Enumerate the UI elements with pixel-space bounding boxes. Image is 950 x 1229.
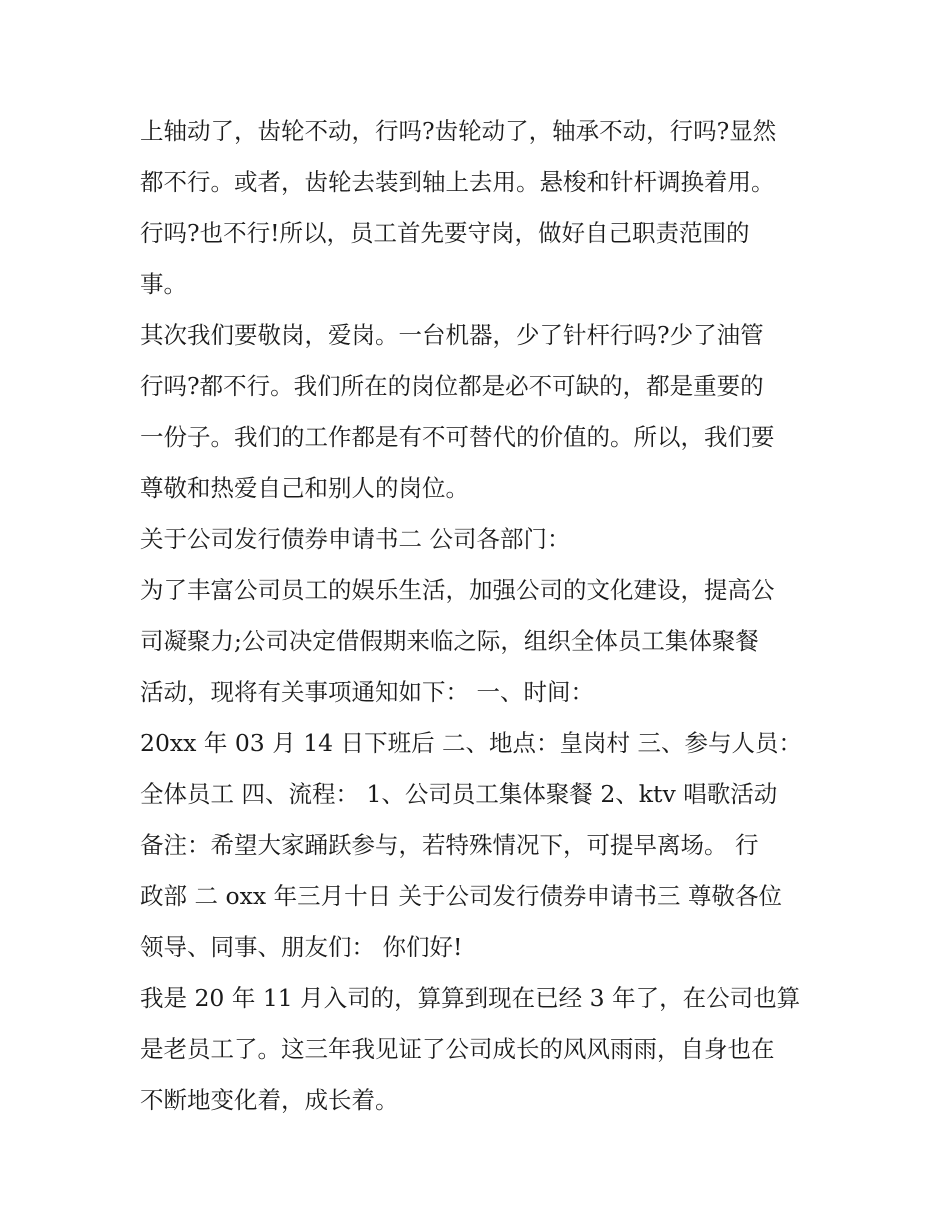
text-line: 不断地变化着，成长着。 xyxy=(140,1086,399,1114)
text-line: 一份子。我们的工作都是有不可替代的价值的。所以，我们要 xyxy=(140,423,775,451)
body-text xyxy=(140,106,830,1126)
section-heading-line: 关于公司发行债券申请书二 公司各部门： xyxy=(140,525,571,553)
text-line: 活动，现将有关事项通知如下： 一、时间： xyxy=(140,678,594,706)
text-line: 尊敬和热爱自己和别人的岗位。 xyxy=(140,474,469,502)
text-line: 政部 二 oxx 年三月十日 关于公司发行债券申请书三 尊敬各位 xyxy=(140,882,783,910)
text-line: 都不行。或者，齿轮去装到轴上去用。悬梭和针杆调换着用。 xyxy=(140,168,775,196)
text-line: 全体员工 四、流程： 1、公司员工集体聚餐 2、ktv 唱歌活动 xyxy=(140,780,778,808)
text-line: 是老员工了。这三年我见证了公司成长的风风雨雨，自身也在 xyxy=(140,1035,775,1063)
text-line: 备注：希望大家踊跃参与，若特殊情况下，可提早离场。 行 xyxy=(140,831,759,859)
text-line: 20xx 年 03 月 14 日下班后 二、地点：皇岗村 三、参与人员： xyxy=(140,729,803,757)
text-line: 事。 xyxy=(140,270,187,298)
text-line: 其次我们要敬岗，爱岗。一台机器，少了针杆行吗?少了油管 xyxy=(140,321,764,349)
text-line: 为了丰富公司员工的娱乐生活，加强公司的文化建设，提高公 xyxy=(140,576,775,604)
text-line: 上轴动了，齿轮不动，行吗?齿轮动了，轴承不动，行吗?显然 xyxy=(140,117,777,145)
text-line: 行吗?也不行!所以，员工首先要守岗，做好自己职责范围的 xyxy=(140,219,750,247)
text-line: 行吗?都不行。我们所在的岗位都是必不可缺的，都是重要的 xyxy=(140,372,764,400)
text-line: 司凝聚力;公司决定借假期来临之际，组织全体员工集体聚餐 xyxy=(140,627,759,655)
text-line: 领导、同事、朋友们： 你们好! xyxy=(140,933,463,961)
text-line: 我是 20 年 11 月入司的，算算到现在已经 3 年了，在公司也算 xyxy=(140,984,801,1012)
